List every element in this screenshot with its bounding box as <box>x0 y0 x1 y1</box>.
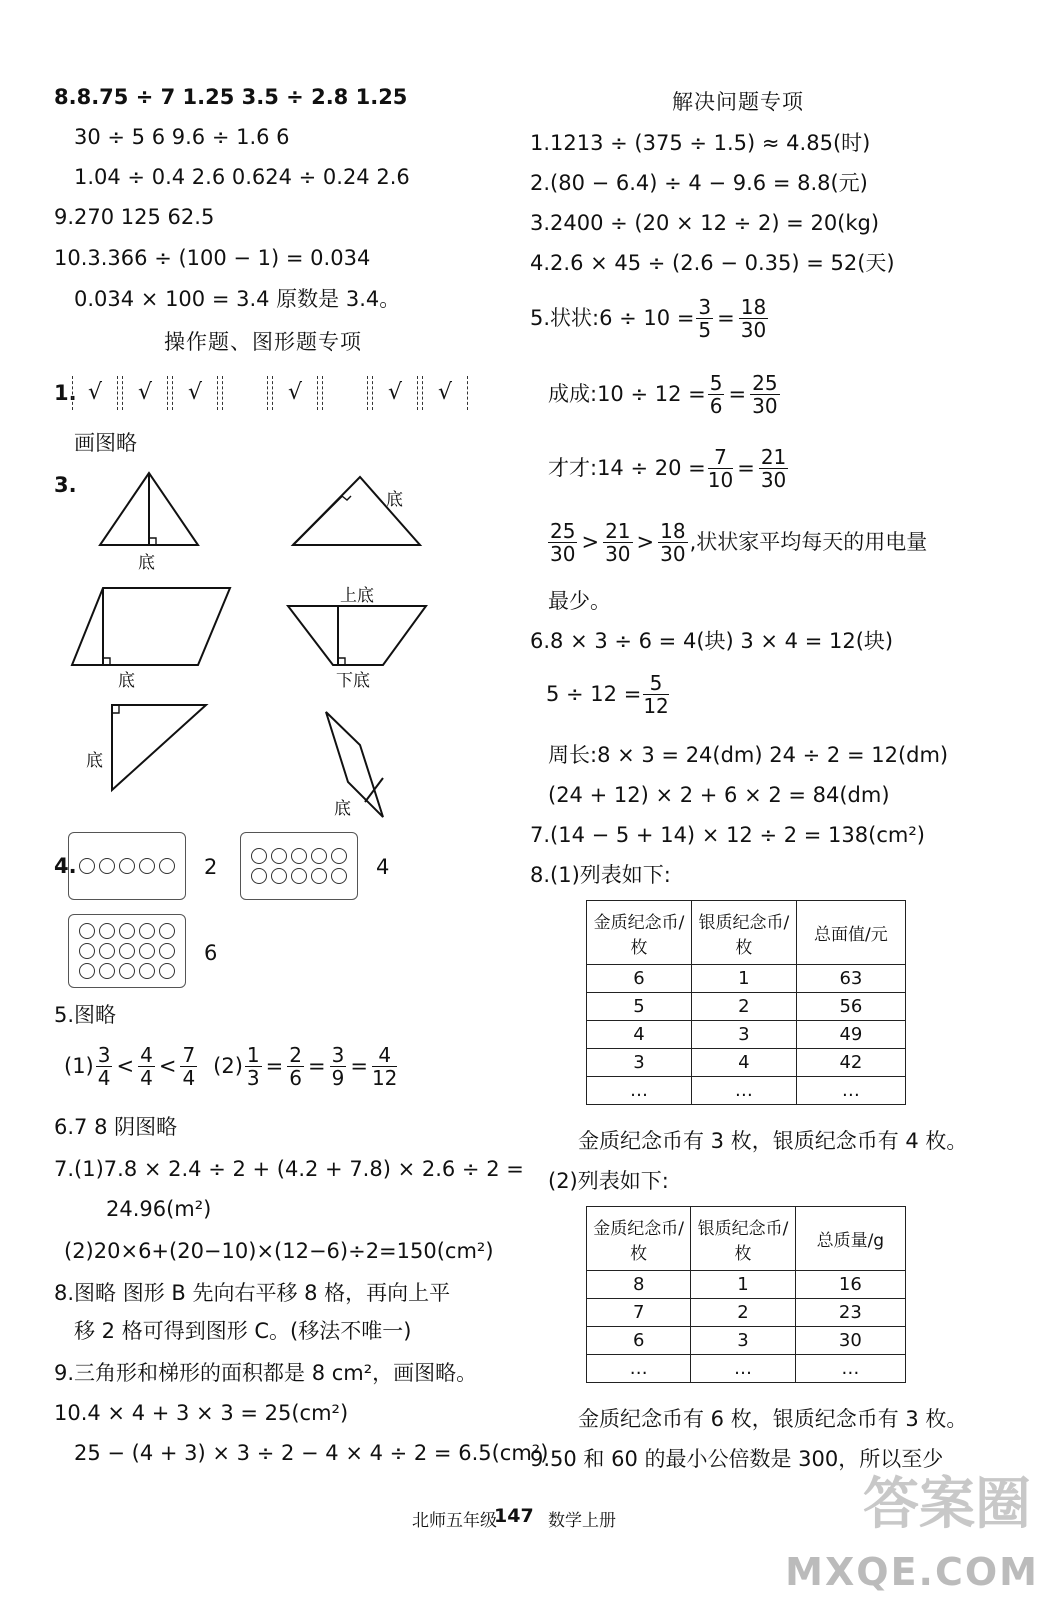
fraction-numerator: 5 <box>643 672 668 695</box>
fraction-numerator: 2 <box>289 1042 302 1067</box>
circle-icon <box>291 868 307 884</box>
watermark: MXQE.COM <box>785 1550 1039 1594</box>
circle-icon <box>271 848 287 864</box>
fraction <box>372 1044 397 1089</box>
answer-5-part2-label: (2) <box>213 1054 243 1078</box>
answer-6: 6.7 8 阴图略 <box>54 1115 178 1139</box>
fraction-numerator: 25 <box>752 370 778 395</box>
answer-7-line3: (2)20×6+(20−10)×(12−6)÷2=150(cm²) <box>64 1239 494 1263</box>
circle-icon <box>159 963 175 979</box>
answer-4-value-3: 6 <box>204 941 218 965</box>
operator: < <box>158 1054 177 1078</box>
fraction-numerator: 18 <box>660 518 686 543</box>
label-lower-base: 下底 <box>336 671 370 691</box>
fraction-denominator: 30 <box>550 541 576 566</box>
table-row <box>587 993 906 1021</box>
fraction-denominator: 4 <box>97 1065 111 1090</box>
fraction-numerator: 25 <box>550 518 576 543</box>
answer-5-part2-fractions <box>243 1044 399 1089</box>
fraction-numerator: 4 <box>372 1044 397 1067</box>
check-box: √ <box>72 376 118 410</box>
figure-parallelogram <box>72 588 230 665</box>
right-answer-3: 3.2400 ÷ (20 × 12 ÷ 2) = 20(kg) <box>530 211 880 235</box>
right-answer-5a-fractions <box>694 296 770 341</box>
answer-9: 9.270 125 62.5 <box>54 205 215 229</box>
answer-4-value-2: 4 <box>376 855 390 879</box>
check-box <box>322 376 368 410</box>
table-cell: … <box>691 1077 796 1105</box>
operator: < <box>116 1054 135 1078</box>
table-header-cell: 银质纪念币/枚 <box>691 1207 795 1271</box>
answer-7-line2: 24.96(m²) <box>106 1197 212 1221</box>
table-cell: 5 <box>587 993 692 1021</box>
fraction <box>548 520 577 565</box>
circle-box-2 <box>240 832 358 900</box>
answer-8-line3: 1.04 ÷ 0.4 2.6 0.624 ÷ 0.24 2.6 <box>74 165 410 189</box>
circle-icon <box>331 868 347 884</box>
table-header-cell: 总质量/g <box>795 1207 905 1271</box>
circle-box-3 <box>68 914 186 988</box>
right-answer-5b-fractions <box>706 372 782 417</box>
table-cell: 30 <box>795 1327 905 1355</box>
check-box <box>222 376 268 410</box>
table-header-row <box>587 1207 906 1271</box>
fraction-numerator: 21 <box>760 444 787 469</box>
table-row <box>587 965 906 993</box>
coin-value-table <box>586 900 906 1105</box>
fraction-denominator: 4 <box>182 1065 196 1090</box>
fraction-numerator: 21 <box>605 518 631 543</box>
fraction-denominator: 9 <box>331 1065 345 1090</box>
fraction-numerator: 3 <box>97 1042 111 1067</box>
circle-icon <box>119 923 135 939</box>
check-box: √ <box>172 376 218 410</box>
fraction-denominator: 3 <box>246 1065 260 1090</box>
right-answer-6b-fraction <box>641 672 670 717</box>
table-cell: 8 <box>587 1271 691 1299</box>
check-box: √ <box>422 376 468 410</box>
answer-4-value-1: 2 <box>204 855 218 879</box>
table-cell: 1 <box>691 1271 795 1299</box>
right-answer-2: 2.(80 − 6.4) ÷ 4 − 9.6 = 8.8(元) <box>530 171 868 195</box>
fraction <box>759 446 788 491</box>
right-answer-5c-fractions <box>706 446 791 491</box>
right-answer-5b <box>548 368 782 420</box>
table-header-row <box>587 901 906 965</box>
operator: = <box>737 456 755 480</box>
answer-2: 画图略 <box>74 431 137 455</box>
table-cell: 1 <box>691 965 796 993</box>
fraction <box>330 1044 347 1089</box>
right-answer-6b-text: 5 ÷ 12 = <box>546 682 642 706</box>
circle-icon <box>139 923 155 939</box>
table-header-cell: 金质纪念币/枚 <box>587 901 692 965</box>
circle-icon <box>139 943 155 959</box>
fraction-numerator: 7 <box>708 446 733 469</box>
table-cell: … <box>795 1355 905 1383</box>
right-answer-9: 9.50 和 60 的最小公倍数是 300，所以至少 <box>530 1447 944 1471</box>
fraction-denominator: 30 <box>605 541 631 566</box>
right-answer-5d-fractions <box>546 520 690 565</box>
check-box: √ <box>372 376 418 410</box>
operator: = <box>350 1054 368 1078</box>
table-row <box>587 1077 906 1105</box>
table-header-cell: 金质纪念币/枚 <box>587 1207 691 1271</box>
fraction <box>643 672 668 717</box>
answer-10-line2: 0.034 × 100 = 3.4 原数是 3.4。 <box>74 287 401 311</box>
fraction-numerator: 5 <box>709 370 723 395</box>
right-answer-8b: 金质纪念币有 3 枚，银质纪念币有 4 枚。 <box>578 1129 968 1153</box>
right-answer-6a: 6.8 × 3 ÷ 6 = 4(块) 3 × 4 = 12(块) <box>530 629 894 653</box>
table-cell: 49 <box>796 1021 905 1049</box>
answer-5-fractions <box>64 1040 399 1092</box>
circle-icon <box>139 963 155 979</box>
operator: = <box>717 306 735 330</box>
footer-grade: 北师五年级 <box>412 1511 497 1531</box>
footer-subject: 数学上册 <box>548 1511 616 1531</box>
circle-box-1 <box>68 832 186 900</box>
watermark-logo: 答案圈 <box>863 1472 1031 1537</box>
right-answer-5b-text: 成成:10 ÷ 12 = <box>548 382 706 406</box>
coin-weight-table <box>586 1206 906 1383</box>
section-title-operation: 操作题、图形题专项 <box>164 330 362 354</box>
fraction <box>138 1044 155 1089</box>
right-answer-6c: 周长:8 × 3 = 24(dm) 24 ÷ 2 = 12(dm) <box>548 743 949 767</box>
right-answer-5d-text: ,状状家平均每天的用电量 <box>689 530 928 554</box>
circle-icon <box>159 943 175 959</box>
table-header-cell: 总面值/元 <box>796 901 905 965</box>
figure-trapezoid <box>288 606 426 665</box>
circle-icon <box>251 868 267 884</box>
circle-icon <box>311 848 327 864</box>
table-cell: … <box>796 1077 905 1105</box>
right-answer-5a <box>530 292 770 344</box>
table-cell: 4 <box>691 1049 796 1077</box>
circle-icon <box>331 848 347 864</box>
table-row <box>587 1021 906 1049</box>
label-base-2: 底 <box>386 490 403 510</box>
answer-10b-line2: 25 − (4 + 3) × 3 ÷ 2 − 4 × 4 ÷ 2 = 6.5(cm²) <box>74 1441 549 1465</box>
fraction <box>603 520 632 565</box>
circle-icon <box>99 943 115 959</box>
answer-3-label: 3. <box>54 473 77 497</box>
circle-icon <box>139 858 155 874</box>
fraction-denominator: 6 <box>289 1065 302 1090</box>
operator: = <box>728 382 747 406</box>
fraction <box>739 296 768 341</box>
right-answer-7: 7.(14 − 5 + 14) × 12 ÷ 2 = 138(cm²) <box>530 823 925 847</box>
fraction-denominator: 30 <box>660 541 686 566</box>
fraction-numerator: 7 <box>182 1042 196 1067</box>
section-title-problems: 解决问题专项 <box>672 90 804 114</box>
circle-icon <box>119 858 135 874</box>
table-cell: 2 <box>691 1299 795 1327</box>
table-cell: … <box>587 1077 692 1105</box>
geometry-figures <box>60 460 480 820</box>
right-answer-8a: 8.(1)列表如下: <box>530 863 671 887</box>
figure-right-triangle <box>112 705 206 790</box>
fraction <box>658 520 687 565</box>
fraction-denominator: 30 <box>752 393 778 418</box>
table-cell: 2 <box>691 993 796 1021</box>
table-cell: 56 <box>796 993 905 1021</box>
table-cell: 6 <box>587 1327 691 1355</box>
fraction <box>708 446 733 491</box>
table-row <box>587 1271 906 1299</box>
circle-icon <box>119 963 135 979</box>
circle-icon <box>271 868 287 884</box>
label-upper-base: 上底 <box>340 586 374 606</box>
table-cell: … <box>691 1355 795 1383</box>
label-base-5: 底 <box>334 799 351 819</box>
fraction <box>96 1044 113 1089</box>
right-answer-6d: (24 + 12) × 2 + 6 × 2 = 84(dm) <box>548 783 890 807</box>
answer-10-line1: 10.3.366 ÷ (100 − 1) = 0.034 <box>54 246 371 270</box>
answer-1-label: 1. <box>54 381 77 405</box>
circle-icon <box>159 923 175 939</box>
answer-8b-line1: 8.图略 图形 B 先向右平移 8 格，再向上平 <box>54 1281 451 1305</box>
answer-7-line1: 7.(1)7.8 × 2.4 ÷ 2 + (4.2 + 7.8) × 2.6 ÷ 2 = <box>54 1157 524 1181</box>
label-base-3: 底 <box>118 671 135 691</box>
fraction <box>696 296 713 341</box>
fraction-numerator: 18 <box>740 294 767 319</box>
check-box: √ <box>272 376 318 410</box>
right-answer-1: 1.1213 ÷ (375 ÷ 1.5) ≈ 4.85(时) <box>530 131 871 155</box>
fraction-numerator: 4 <box>140 1042 153 1067</box>
fraction-denominator: 10 <box>707 467 734 492</box>
circle-icon <box>291 848 307 864</box>
circle-icon <box>159 858 175 874</box>
fraction <box>180 1044 197 1089</box>
table-cell: 6 <box>587 965 692 993</box>
table-row <box>587 1355 906 1383</box>
fraction <box>750 372 779 417</box>
circle-icon <box>79 943 95 959</box>
fraction-denominator: 12 <box>643 693 669 718</box>
label-base-4: 底 <box>86 751 103 771</box>
answer-5-part1-fractions <box>94 1044 199 1089</box>
fraction-numerator: 3 <box>331 1042 345 1067</box>
fraction-denominator: 6 <box>709 393 723 418</box>
table-cell: 7 <box>587 1299 691 1327</box>
right-answer-5e: 最少。 <box>548 589 611 613</box>
circle-icon <box>99 923 115 939</box>
circle-icon <box>79 858 95 874</box>
table-header-cell: 银质纪念币/枚 <box>691 901 796 965</box>
answer-8-line1: 8.8.75 ÷ 7 1.25 3.5 ÷ 2.8 1.25 <box>54 85 408 109</box>
circle-icon <box>119 943 135 959</box>
table-cell: 3 <box>587 1049 692 1077</box>
fraction <box>287 1044 304 1089</box>
table-cell: 42 <box>796 1049 905 1077</box>
table-cell: 4 <box>587 1021 692 1049</box>
right-answer-4: 4.2.6 × 45 ÷ (2.6 − 0.35) = 52(天) <box>530 251 895 275</box>
footer-page-number: 147 <box>494 1505 534 1527</box>
table-cell: 23 <box>795 1299 905 1327</box>
table-cell: 63 <box>796 965 905 993</box>
fraction-denominator: 30 <box>740 317 767 342</box>
answer-5-part1-label: (1) <box>64 1054 94 1078</box>
table-cell: 3 <box>691 1327 795 1355</box>
right-answer-6b <box>546 668 671 720</box>
answer-10b-line1: 10.4 × 4 + 3 × 3 = 25(cm²) <box>54 1401 349 1425</box>
fraction-denominator: 12 <box>371 1065 398 1090</box>
check-box: √ <box>122 376 168 410</box>
right-answer-5d <box>546 516 927 568</box>
operator: = <box>265 1054 284 1078</box>
right-answer-5c <box>548 442 790 494</box>
circle-icon <box>99 963 115 979</box>
circle-icon <box>79 923 95 939</box>
circle-icon <box>99 858 115 874</box>
label-base-1: 底 <box>138 553 155 573</box>
right-answer-5a-text: 5.状状:6 ÷ 10 = <box>530 306 695 330</box>
fraction <box>708 372 725 417</box>
answer-1-checkboxes <box>72 376 472 410</box>
table-cell: 16 <box>795 1271 905 1299</box>
operator: > <box>636 530 655 554</box>
right-answer-8d: 金质纪念币有 6 枚，银质纪念币有 3 枚。 <box>578 1407 968 1431</box>
fraction-denominator: 4 <box>140 1065 153 1090</box>
answer-9b: 9.三角形和梯形的面积都是 8 cm²，画图略。 <box>54 1361 478 1385</box>
answer-4-label: 4. <box>54 854 77 878</box>
fraction-denominator: 30 <box>760 467 787 492</box>
answer-8-line2: 30 ÷ 5 6 9.6 ÷ 1.6 6 <box>74 125 290 149</box>
table-cell: … <box>587 1355 691 1383</box>
operator: > <box>581 530 600 554</box>
circle-icon <box>311 868 327 884</box>
table-row <box>587 1299 906 1327</box>
circle-icon <box>79 963 95 979</box>
answer-8b-line2: 移 2 格可得到图形 C。(移法不唯一) <box>74 1319 412 1343</box>
operator: = <box>308 1054 326 1078</box>
fraction-denominator: 5 <box>698 317 712 342</box>
fraction <box>245 1044 262 1089</box>
table-row <box>587 1049 906 1077</box>
table-row <box>587 1327 906 1355</box>
table-cell: 3 <box>691 1021 796 1049</box>
circle-icon <box>251 848 267 864</box>
fraction-numerator: 1 <box>246 1042 260 1067</box>
answer-5: 5.图略 <box>54 1003 117 1027</box>
fraction-numerator: 3 <box>698 294 712 319</box>
right-answer-8c: (2)列表如下: <box>548 1169 669 1193</box>
right-answer-5c-text: 才才:14 ÷ 20 = <box>548 456 706 480</box>
